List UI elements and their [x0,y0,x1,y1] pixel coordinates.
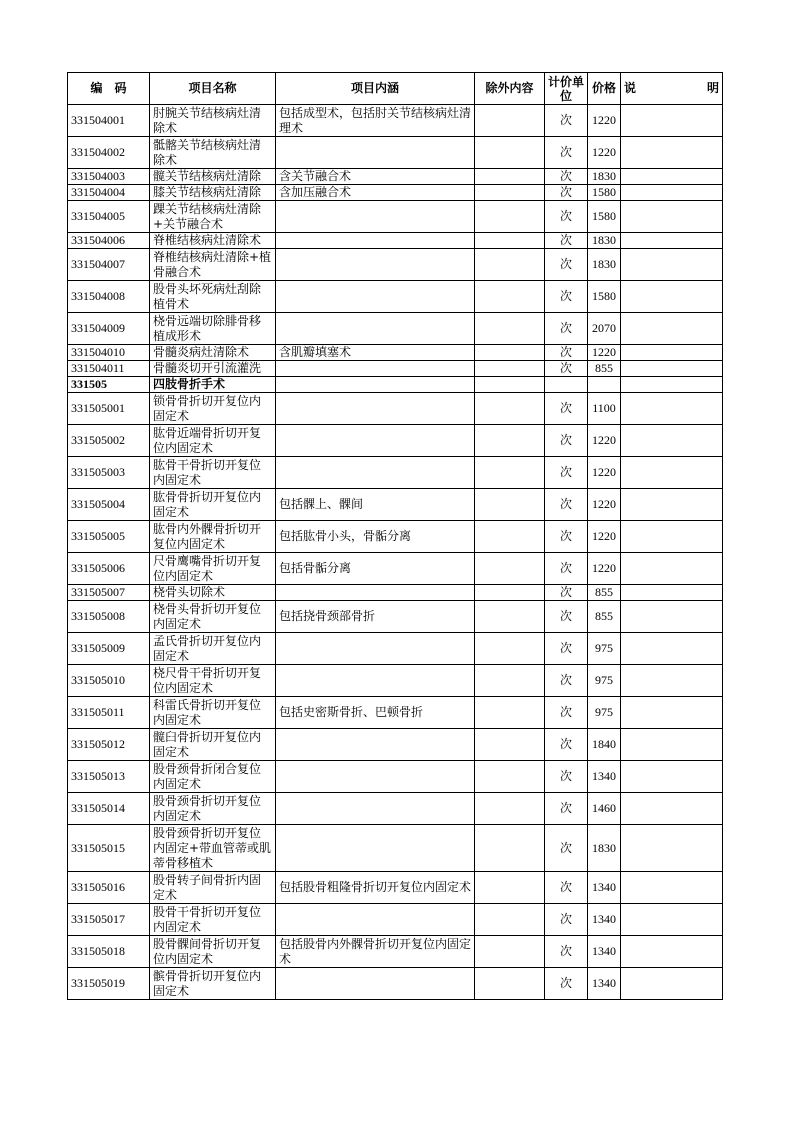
cell-content [276,729,475,761]
cell-price: 1220 [588,457,621,489]
cell-name: 髋臼骨折切开复位内固定术 [150,729,276,761]
cell-desc [621,361,723,377]
cell-excluded [475,825,545,872]
cell-unit: 次 [545,137,588,169]
cell-excluded [475,137,545,169]
cell-price: 1580 [588,281,621,313]
cell-excluded [475,489,545,521]
header-desc-right: 明 [706,81,719,95]
table-row [68,457,723,489]
cell-price: 1220 [588,105,621,137]
cell-unit: 次 [545,457,588,489]
cell-desc [621,233,723,249]
cell-name: 锁骨骨折切开复位内固定术 [150,393,276,425]
cell-unit: 次 [545,601,588,633]
cell-excluded [475,377,545,393]
cell-content: 包括骨骺分离 [276,553,475,585]
cell-name: 桡尺骨干骨折切开复位内固定术 [150,665,276,697]
cell-price: 1460 [588,793,621,825]
header-excluded: 除外内容 [475,73,545,105]
table-row [68,585,723,601]
table-row [68,936,723,968]
cell-price: 1220 [588,489,621,521]
table-row [68,521,723,553]
cell-desc [621,313,723,345]
cell-name: 桡骨头切除术 [150,585,276,601]
cell-code: 331504009 [68,313,150,345]
cell-code: 331505011 [68,697,150,729]
cell-unit: 次 [545,425,588,457]
table-row [68,489,723,521]
header-row [68,73,723,105]
cell-unit: 次 [545,313,588,345]
cell-desc [621,729,723,761]
cell-name: 股骨头坏死病灶刮除植骨术 [150,281,276,313]
header-name: 项目名称 [150,73,276,105]
cell-name: 孟氏骨折切开复位内固定术 [150,633,276,665]
cell-excluded [475,425,545,457]
cell-excluded [475,361,545,377]
cell-unit: 次 [545,697,588,729]
cell-excluded [475,457,545,489]
cell-code: 331504006 [68,233,150,249]
cell-unit: 次 [545,521,588,553]
cell-content [276,633,475,665]
table-row [68,249,723,281]
cell-excluded [475,553,545,585]
cell-content: 含肌瓣填塞术 [276,345,475,361]
header-price: 价格 [588,73,621,105]
cell-content [276,249,475,281]
cell-price: 1340 [588,761,621,793]
cell-price: 2070 [588,313,621,345]
cell-name: 脊椎结核病灶清除+植骨融合术 [150,249,276,281]
cell-unit: 次 [545,185,588,201]
table-row [68,793,723,825]
cell-unit: 次 [545,249,588,281]
cell-name: 膝关节结核病灶清除 [150,185,276,201]
cell-unit: 次 [545,793,588,825]
cell-price [588,377,621,393]
cell-code: 331504003 [68,169,150,185]
cell-code: 331504008 [68,281,150,313]
header-content: 项目内涵 [276,73,475,105]
cell-unit: 次 [545,872,588,904]
header-unit: 计价单位 [545,73,588,105]
cell-price: 1220 [588,521,621,553]
cell-desc [621,169,723,185]
cell-content [276,665,475,697]
cell-price: 1830 [588,233,621,249]
cell-content: 包括肱骨小头，骨骺分离 [276,521,475,553]
cell-excluded [475,601,545,633]
cell-content: 包括成型术，包括肘关节结核病灶清理术 [276,105,475,137]
cell-price: 1830 [588,825,621,872]
cell-name: 髋关节结核病灶清除 [150,169,276,185]
cell-desc [621,201,723,233]
cell-content [276,281,475,313]
table-row [68,201,723,233]
cell-desc [621,633,723,665]
cell-content: 包括挠骨颈部骨折 [276,601,475,633]
cell-code: 331504005 [68,201,150,233]
cell-desc [621,345,723,361]
cell-desc [621,761,723,793]
table-row [68,313,723,345]
cell-code: 331504004 [68,185,150,201]
cell-excluded [475,281,545,313]
cell-excluded [475,904,545,936]
cell-code: 331505014 [68,793,150,825]
cell-excluded [475,936,545,968]
cell-desc [621,825,723,872]
cell-price: 1580 [588,201,621,233]
cell-content: 含加压融合术 [276,185,475,201]
header-desc-left: 说 [624,81,637,95]
cell-price: 975 [588,697,621,729]
cell-desc [621,697,723,729]
cell-name: 踝关节结核病灶清除+关节融合术 [150,201,276,233]
cell-content [276,393,475,425]
cell-name: 桡骨头骨折切开复位内固定术 [150,601,276,633]
cell-content [276,377,475,393]
cell-code: 331505003 [68,457,150,489]
cell-price: 1340 [588,968,621,1000]
price-table [67,72,723,1000]
cell-content: 包括髁上、髁间 [276,489,475,521]
cell-name: 股骨颈骨折切开复位内固定+带血管蒂或肌蒂骨移植术 [150,825,276,872]
cell-code: 331505016 [68,872,150,904]
cell-price: 1220 [588,553,621,585]
cell-excluded [475,761,545,793]
table-row [68,425,723,457]
cell-unit: 次 [545,393,588,425]
cell-code: 331505012 [68,729,150,761]
cell-name: 骨髓炎病灶清除术 [150,345,276,361]
cell-unit: 次 [545,553,588,585]
table-row [68,553,723,585]
cell-desc [621,105,723,137]
cell-price: 1220 [588,425,621,457]
table-row [68,729,723,761]
cell-desc [621,936,723,968]
cell-content: 含关节融合术 [276,169,475,185]
cell-content [276,904,475,936]
cell-price: 1340 [588,904,621,936]
cell-code: 331504001 [68,105,150,137]
cell-content [276,233,475,249]
cell-price: 975 [588,665,621,697]
cell-price: 1830 [588,169,621,185]
cell-name: 股骨颈骨折闭合复位内固定术 [150,761,276,793]
cell-content: 包括股骨内外髁骨折切开复位内固定术 [276,936,475,968]
table-row [68,825,723,872]
cell-content: 包括史密斯骨折、巴顿骨折 [276,697,475,729]
cell-content [276,968,475,1000]
cell-price: 855 [588,585,621,601]
cell-desc [621,489,723,521]
cell-desc [621,904,723,936]
cell-excluded [475,393,545,425]
cell-code: 331505010 [68,665,150,697]
table-row [68,968,723,1000]
cell-excluded [475,729,545,761]
table-row [68,761,723,793]
cell-price: 1100 [588,393,621,425]
cell-excluded [475,249,545,281]
cell-code: 331504007 [68,249,150,281]
cell-name: 骨髓炎切开引流灌洗 [150,361,276,377]
table-row [68,169,723,185]
cell-excluded [475,169,545,185]
cell-unit: 次 [545,361,588,377]
cell-desc [621,137,723,169]
cell-name: 桡骨远端切除腓骨移植成形术 [150,313,276,345]
cell-code: 331504002 [68,137,150,169]
table-row [68,281,723,313]
cell-excluded [475,105,545,137]
table-row [68,601,723,633]
cell-unit: 次 [545,585,588,601]
cell-content [276,201,475,233]
cell-excluded [475,233,545,249]
cell-name: 股骨转子间骨折内固定术 [150,872,276,904]
cell-desc [621,793,723,825]
cell-desc [621,457,723,489]
cell-name: 尺骨鹰嘴骨折切开复位内固定术 [150,553,276,585]
cell-code: 331505 [68,377,150,393]
table-row [68,233,723,249]
cell-content [276,825,475,872]
cell-price: 1340 [588,936,621,968]
cell-name: 股骨颈骨折切开复位内固定术 [150,793,276,825]
cell-name: 脊椎结核病灶清除术 [150,233,276,249]
cell-content [276,425,475,457]
cell-excluded [475,201,545,233]
cell-content [276,761,475,793]
cell-name: 肘腕关节结核病灶清除术 [150,105,276,137]
cell-price: 1220 [588,345,621,361]
cell-excluded [475,665,545,697]
cell-price: 975 [588,633,621,665]
section-row [68,377,723,393]
cell-price: 1220 [588,137,621,169]
cell-unit: 次 [545,665,588,697]
cell-desc [621,601,723,633]
cell-unit: 次 [545,936,588,968]
cell-unit: 次 [545,825,588,872]
cell-name: 肱骨近端骨折切开复位内固定术 [150,425,276,457]
cell-desc [621,968,723,1000]
cell-code: 331505004 [68,489,150,521]
cell-content [276,457,475,489]
header-desc [621,73,723,105]
cell-content [276,137,475,169]
cell-content [276,313,475,345]
cell-desc [621,249,723,281]
cell-price: 1340 [588,872,621,904]
cell-unit: 次 [545,169,588,185]
cell-name: 股骨干骨折切开复位内固定术 [150,904,276,936]
cell-desc [621,425,723,457]
cell-excluded [475,585,545,601]
cell-excluded [475,521,545,553]
cell-unit: 次 [545,904,588,936]
cell-name: 肱骨干骨折切开复位内固定术 [150,457,276,489]
cell-excluded [475,633,545,665]
header-code: 编 码 [68,73,150,105]
cell-name: 肱骨内外髁骨折切开复位内固定术 [150,521,276,553]
cell-code: 331505001 [68,393,150,425]
cell-desc [621,872,723,904]
cell-code: 331505015 [68,825,150,872]
cell-code: 331505005 [68,521,150,553]
cell-unit: 次 [545,105,588,137]
cell-desc [621,185,723,201]
table-row [68,665,723,697]
cell-unit: 次 [545,729,588,761]
cell-content: 包括股骨粗隆骨折切开复位内固定术 [276,872,475,904]
cell-code: 331505002 [68,425,150,457]
cell-excluded [475,185,545,201]
cell-unit: 次 [545,281,588,313]
cell-unit: 次 [545,633,588,665]
cell-desc [621,377,723,393]
table-row [68,105,723,137]
table-row [68,185,723,201]
cell-content [276,793,475,825]
cell-price: 1580 [588,185,621,201]
cell-unit: 次 [545,233,588,249]
cell-price: 1840 [588,729,621,761]
cell-desc [621,393,723,425]
cell-price: 855 [588,601,621,633]
cell-name: 股骨髁间骨折切开复位内固定术 [150,936,276,968]
cell-code: 331505017 [68,904,150,936]
cell-content [276,361,475,377]
cell-excluded [475,968,545,1000]
cell-price: 1830 [588,249,621,281]
cell-code: 331505019 [68,968,150,1000]
cell-name: 科雷氏骨折切开复位内固定术 [150,697,276,729]
cell-code: 331505009 [68,633,150,665]
cell-code: 331505008 [68,601,150,633]
cell-excluded [475,697,545,729]
cell-excluded [475,872,545,904]
table-body [68,105,723,1000]
cell-desc [621,553,723,585]
cell-code: 331505018 [68,936,150,968]
table-row [68,345,723,361]
cell-code: 331505007 [68,585,150,601]
table-row [68,872,723,904]
cell-unit: 次 [545,968,588,1000]
cell-code: 331505013 [68,761,150,793]
cell-price: 855 [588,361,621,377]
table-row [68,137,723,169]
cell-name: 肱骨骨折切开复位内固定术 [150,489,276,521]
cell-desc [621,281,723,313]
cell-name: 四肢骨折手术 [150,377,276,393]
cell-unit [545,377,588,393]
cell-excluded [475,345,545,361]
cell-name: 骶髂关节结核病灶清除术 [150,137,276,169]
cell-excluded [475,793,545,825]
cell-unit: 次 [545,201,588,233]
table-row [68,633,723,665]
table-row [68,904,723,936]
cell-desc [621,521,723,553]
cell-excluded [475,313,545,345]
table-row [68,361,723,377]
cell-code: 331505006 [68,553,150,585]
cell-code: 331504010 [68,345,150,361]
cell-content [276,585,475,601]
cell-unit: 次 [545,345,588,361]
cell-code: 331504011 [68,361,150,377]
cell-desc [621,665,723,697]
cell-name: 髌骨骨折切开复位内固定术 [150,968,276,1000]
cell-desc [621,585,723,601]
table-row [68,393,723,425]
table-row [68,697,723,729]
cell-unit: 次 [545,761,588,793]
cell-unit: 次 [545,489,588,521]
